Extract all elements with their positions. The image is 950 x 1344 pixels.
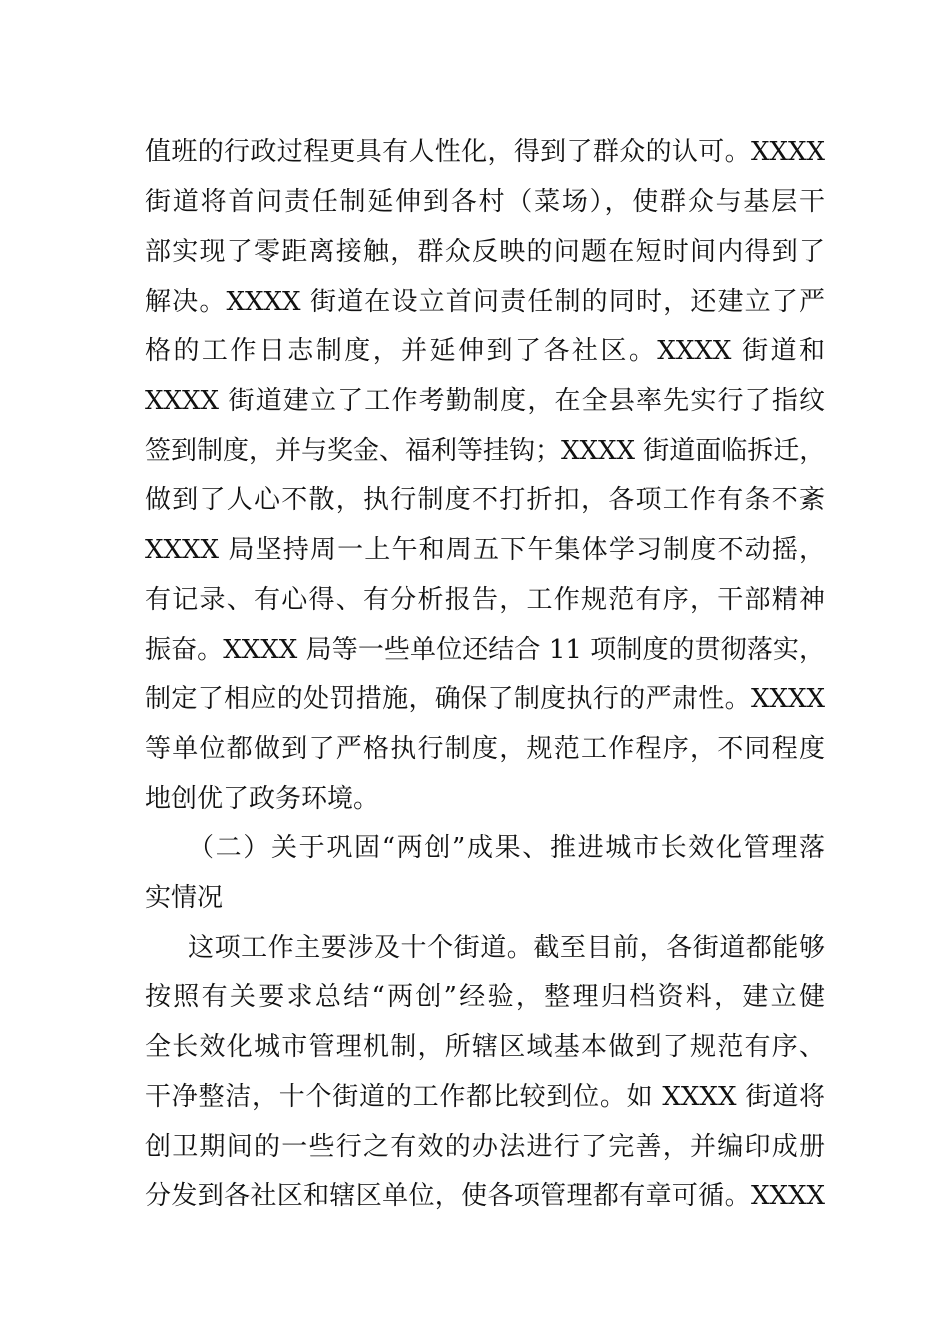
- section-heading-line: （二）关于巩固“两创”成果、推进城市长效化管理落: [188, 833, 825, 863]
- paragraph-line: 创卫期间的一些行之有效的办法进行了完善，并编印成册: [145, 1132, 825, 1162]
- paragraph-line: 做到了人心不散，执行制度不打折扣，各项工作有条不紊: [145, 485, 825, 515]
- paragraph-line: 地创优了政务环境。: [145, 784, 380, 814]
- paragraph-line: 格的工作日志制度，并延伸到了各社区。XXXX 街道和: [145, 336, 825, 366]
- section-heading-line: 实情况: [145, 883, 224, 913]
- paragraph-line: 振奋。XXXX 局等一些单位还结合 11 项制度的贯彻落实，: [145, 635, 825, 665]
- paragraph-line: 解决。XXXX 街道在设立首问责任制的同时，还建立了严: [145, 287, 825, 317]
- paragraph-line: 部实现了零距离接触，群众反映的问题在短时间内得到了: [145, 237, 825, 267]
- paragraph-line: 全长效化城市管理机制，所辖区域基本做到了规范有序、: [145, 1032, 825, 1062]
- paragraph-line: 签到制度，并与奖金、福利等挂钩；XXXX 街道面临拆迁，: [145, 436, 825, 466]
- paragraph-line: 制定了相应的处罚措施，确保了制度执行的严肃性。XXXX: [145, 684, 825, 714]
- paragraph-line: 有记录、有心得、有分析报告，工作规范有序，干部精神: [145, 585, 825, 615]
- paragraph-line: XXXX 局坚持周一上午和周五下午集体学习制度不动摇，: [145, 535, 825, 565]
- paragraph-line: 分发到各社区和辖区单位，使各项管理都有章可循。XXXX: [145, 1181, 825, 1211]
- paragraph-line: 按照有关要求总结“两创”经验，整理归档资料，建立健: [145, 982, 825, 1012]
- paragraph-line: 这项工作主要涉及十个街道。截至目前，各街道都能够: [188, 933, 825, 963]
- paragraph-line: XXXX 街道建立了工作考勤制度，在全县率先实行了指纹: [145, 386, 825, 416]
- paragraph-line: 干净整洁，十个街道的工作都比较到位。如 XXXX 街道将: [145, 1082, 825, 1112]
- paragraph-line: 值班的行政过程更具有人性化，得到了群众的认可。XXXX: [145, 137, 825, 167]
- paragraph-line: 等单位都做到了严格执行制度，规范工作程序，不同程度: [145, 734, 825, 764]
- paragraph-line: 街道将首问责任制延伸到各村（菜场），使群众与基层干: [145, 187, 825, 217]
